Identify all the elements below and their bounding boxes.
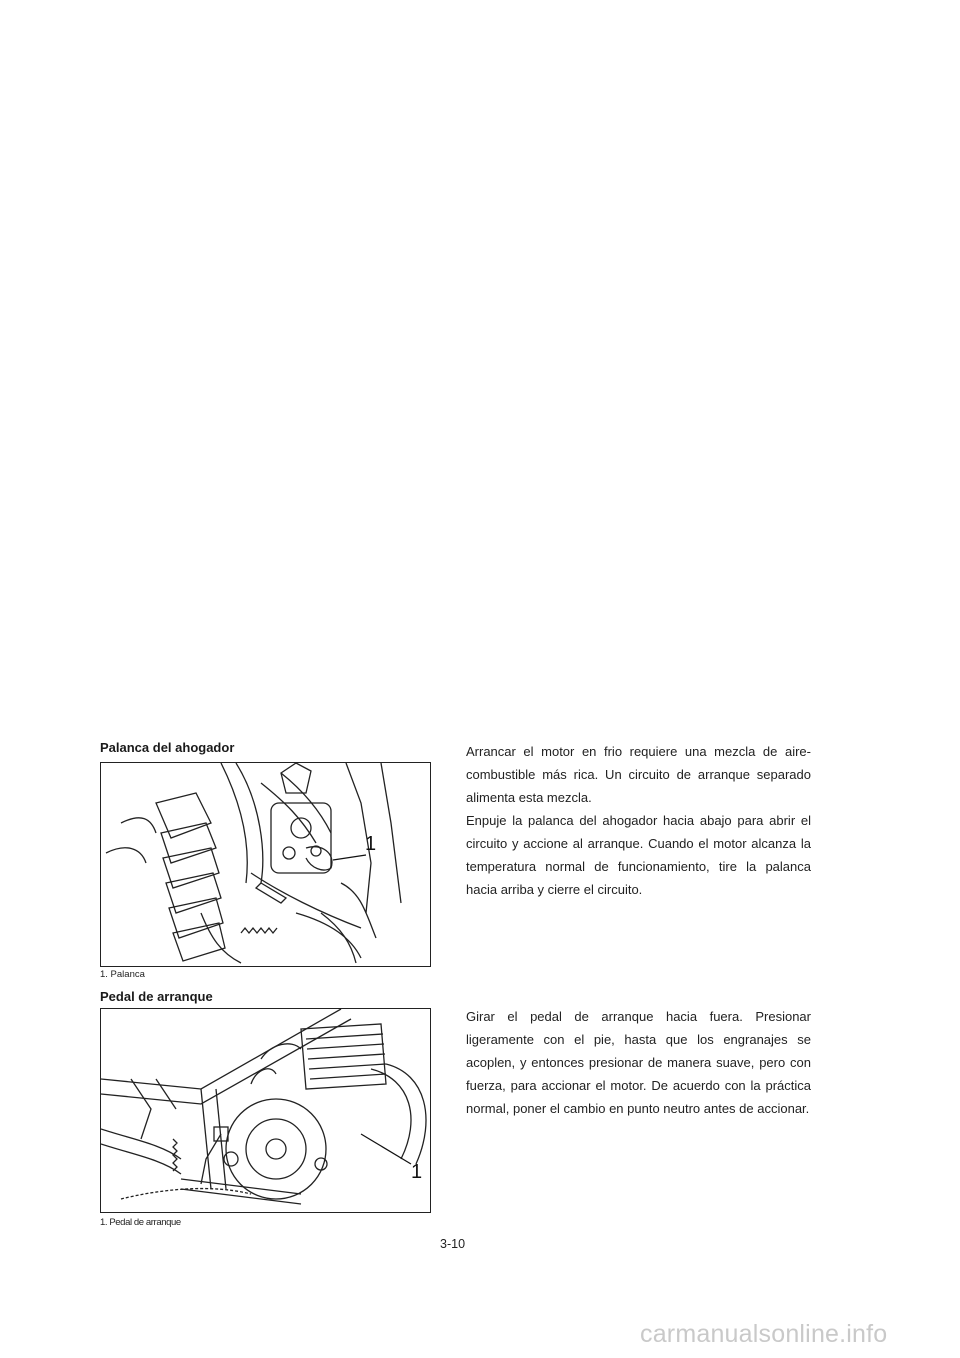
watermark: carmanualsonline.info	[640, 1320, 888, 1348]
choke-lever-caption: 1. Palanca	[100, 969, 145, 980]
choke-lever-figure	[100, 762, 431, 967]
choke-lever-callout: 1	[365, 833, 377, 855]
kick-starter-figure	[100, 1008, 431, 1213]
kick-starter-caption: 1. Pedal de arranque	[100, 1217, 181, 1228]
choke-paragraph-2: Enpuje la palanca del ahogador hacia abajo para abrir el circuito y accione al arranque. Cuando el motor alcanza la temperatura normal de funcionamiento, tire la palanca hacia arriba y cierre el circuito.	[466, 813, 811, 897]
kick-starter-text	[466, 1005, 811, 1120]
choke-lever-illustration	[101, 763, 430, 966]
kick-starter-illustration	[101, 1009, 430, 1212]
kick-paragraph-1: Girar el pedal de arranque hacia fuera. Presionar ligeramente con el pie, hasta que los engranajes se acoplen, y entonces presionar de manera suave, pero con fuerza, para accionar el motor. De acuerdo con la práctica normal, poner el cambio en punto neutro antes de accionar.	[466, 1009, 811, 1116]
page-number: 3-10	[440, 1237, 466, 1251]
section-heading-choke-lever: Palanca del ahogador	[100, 740, 235, 755]
section-heading-kick-starter: Pedal de arranque	[100, 989, 213, 1004]
kick-starter-callout: 1	[411, 1161, 423, 1183]
choke-paragraph-1: Arrancar el motor en frio requiere una mezcla de aire-combustible más rica. Un circuito de arranque separado alimenta esta mezcla.	[466, 744, 811, 805]
choke-lever-text	[466, 740, 811, 901]
